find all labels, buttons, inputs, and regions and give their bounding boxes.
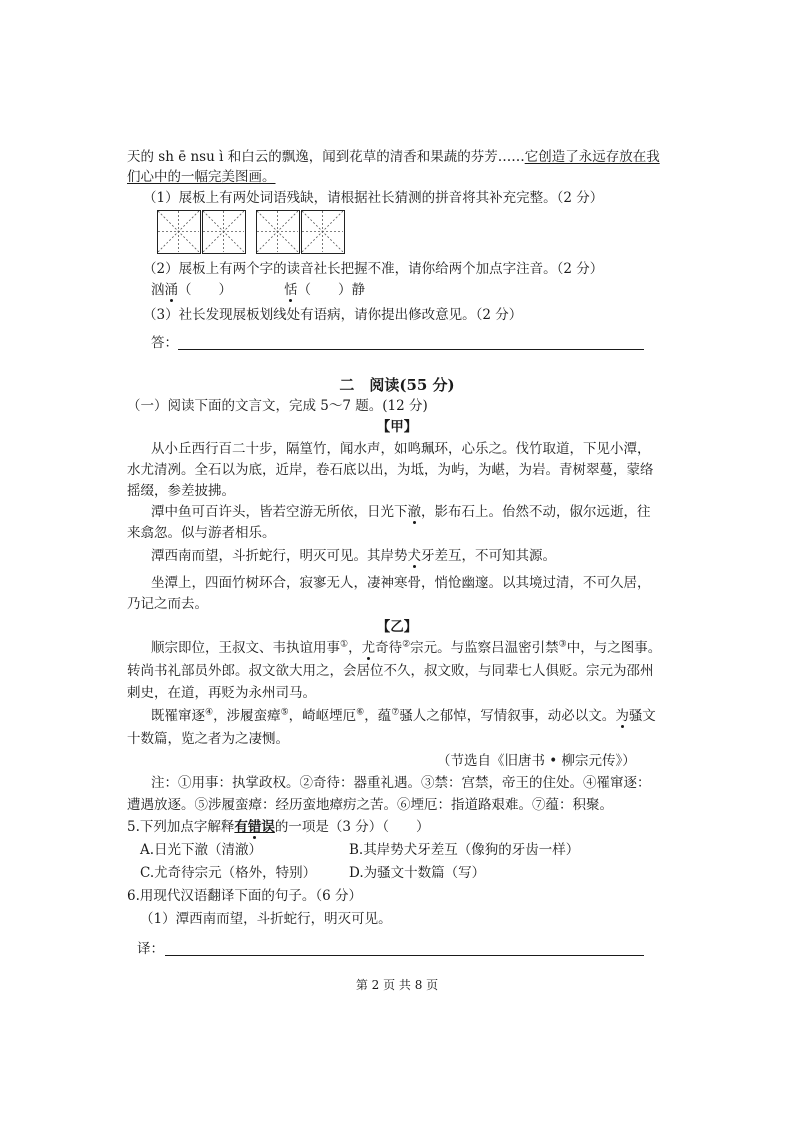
option-b[interactable]: B.其岸势犬牙差互（像狗的牙齿一样） xyxy=(349,842,580,858)
answer-label-3: 答： xyxy=(151,335,178,351)
jia-p3-text-a: 潭西南而望，斗折蛇行，明灭可见。其岸势 xyxy=(151,548,408,564)
question-1-label: （1）展板上有两处词语残缺，请根据社长猜测的拼音将其补充完整。（2 分） xyxy=(143,190,604,206)
note-ref-5: ⑤ xyxy=(280,707,289,718)
intro-underlined: 它创造了永远存放在我 xyxy=(524,149,660,165)
word-jing: 静 xyxy=(351,282,365,298)
grid-guide-lines xyxy=(203,211,244,252)
yi-p1-text-e: 中，与之图事。 xyxy=(566,640,662,656)
dotted-char-che: 澈 xyxy=(407,504,421,520)
note-ref-4: ④ xyxy=(205,707,214,718)
jia-p2-text-a: 潭中鱼可百许头，皆若空游无所依，日光下 xyxy=(151,504,408,520)
section-subtitle: （一）阅读下面的文言文，完成 5～7 题。(12 分) xyxy=(127,398,428,414)
note-ref-6: ⑥ xyxy=(356,707,365,718)
jia-p4-line2: 乃记之而去。 xyxy=(127,596,208,612)
answer-line-3[interactable] xyxy=(178,349,644,350)
yi-p1-text-d: 宗元。与监察吕温密引禁 xyxy=(410,640,559,656)
notes-line-2: 遭遇放逐。⑤涉履蛮瘴：经历蛮地瘴疠之苦。⑥堙厄：指道路艰难。⑦蕴：积聚。 xyxy=(127,797,613,813)
jia-p2-line1 xyxy=(151,503,651,521)
jia-p4-line1: 坐潭上，四面竹树环合，寂寥无人，凄神寒骨，悄怆幽邃。以其境过清，不可久居， xyxy=(151,575,651,591)
yi-p2-text-a: 既罹窜逐 xyxy=(151,708,205,724)
grid-guide-lines xyxy=(257,211,298,252)
yi-p1-text-c: 奇待 xyxy=(375,640,403,656)
char-grid-box[interactable] xyxy=(157,210,201,254)
grid-guide-lines xyxy=(158,211,199,252)
grid-guide-lines xyxy=(302,211,343,252)
yi-p2-text-b: ，涉履蛮瘴 xyxy=(213,708,281,724)
yi-p1-line2: 转尚书礼部员外郎。叔文欲大用之，会居位不久，叔文败，与同辈七人俱贬。宗元为邵州 xyxy=(127,663,654,679)
yi-p2-text-e: 骚人之郁悼，写情叙事，动必以文。 xyxy=(399,708,616,724)
jia-p3-text-b: 牙差互，不可知其源。 xyxy=(421,548,556,564)
text-jia-heading: 【甲】 xyxy=(376,419,418,435)
dotted-char-tian: 恬 xyxy=(284,282,298,298)
intro-line-2: 们心中的一幅完美图画。 xyxy=(127,169,276,185)
yi-p2-line1 xyxy=(151,707,656,725)
answer-blank-1[interactable]: （ ） xyxy=(178,282,232,298)
question-6-stem: 6.用现代汉语翻译下面的句子。（6 分） xyxy=(127,888,363,904)
dotted-char-you: 尤 xyxy=(361,640,376,656)
jia-p2-text-b: ，影布石上。佁然不动，俶尔远逝，往 xyxy=(421,504,651,520)
char-grid-box[interactable] xyxy=(256,210,300,254)
yi-p1-text-a: 顺宗即位，王叔文、韦执谊用事 xyxy=(151,640,340,656)
answer-line-6[interactable] xyxy=(165,955,644,956)
q5-stem-b: 的一项是（3 分）（ ） xyxy=(274,819,430,835)
q5-emphasis: 有错误 xyxy=(234,819,275,835)
char-grid-box[interactable] xyxy=(301,210,345,254)
dotted-char-yong: 涌 xyxy=(164,282,178,298)
option-c[interactable]: C.尤奇待宗元（格外，特别） xyxy=(140,865,317,881)
char-grid-box[interactable] xyxy=(202,210,246,254)
question-6-item-1: （1）潭西南而望，斗折蛇行，明灭可见。 xyxy=(140,911,392,927)
note-ref-2: ② xyxy=(402,639,411,650)
dotted-char-wei: 为 xyxy=(615,708,629,724)
page-number: 第 2 页 共 8 页 xyxy=(355,978,439,992)
jia-p1-line2: 水尤清冽。全石以为底，近岸，卷石底以出，为坻，为屿，为嵁，为岩。青树翠蔓，蒙络 xyxy=(127,462,654,478)
answer-label-6: 译： xyxy=(137,941,164,957)
option-d[interactable]: D.为骚文十数篇（写） xyxy=(349,865,486,881)
yi-p1-line3: 刺史，在道，再贬为永州司马。 xyxy=(127,685,316,701)
question-3-label: （3）社长发现展板划线处有语病，请你提出修改意见。（2 分） xyxy=(143,307,523,323)
note-ref-7: ⑦ xyxy=(391,707,400,718)
question-5-stem xyxy=(127,818,430,836)
yi-p2-line2: 十数篇，览之者为之凄恻。 xyxy=(127,731,289,747)
q5-stem-a: 5.下列加点字解释 xyxy=(127,819,235,835)
yi-p2-text-c: ，崎岖堙厄 xyxy=(288,708,357,724)
dotted-char-quan: 犬 xyxy=(407,548,421,564)
word-xiong: 汹 xyxy=(151,282,165,298)
question-2-label: （2）展板上有两个字的读音社长把握不准，请你给两个加点字注音。（2 分） xyxy=(143,261,604,277)
jia-p3-line1 xyxy=(151,547,556,565)
jia-p1-line1: 从小丘西行百二十步，隔篁竹，闻水声，如鸣珮环，心乐之。伐竹取道，下见小潭， xyxy=(151,441,651,457)
intro-text: 天的 sh ē nsu ì 和白云的飘逸，闻到花草的清香和果蔬的芬芳…… xyxy=(127,149,525,165)
jia-p1-line3: 摇缀，参差披拂。 xyxy=(127,483,235,499)
option-a[interactable]: A.日光下澈（清澈） xyxy=(140,842,263,858)
section-title: 二 阅读(55 分) xyxy=(339,376,455,394)
yi-p2-text-d: ，蕴 xyxy=(364,708,392,724)
jia-p2-line2: 来翕忽。似与游者相乐。 xyxy=(127,525,276,541)
note-ref-3: ③ xyxy=(558,639,567,650)
yi-source: （节选自《旧唐书 • 柳宗元传》） xyxy=(437,753,636,769)
yi-p2-text-g: 骚文 xyxy=(628,708,656,724)
notes-line-1: 注：①用事：执掌政权。②奇待：器重礼遇。③禁：宫禁，帝王的住处。④罹窜逐： xyxy=(151,775,651,791)
yi-p1-line1 xyxy=(151,639,661,657)
text-yi-heading: 【乙】 xyxy=(376,619,418,635)
answer-blank-2[interactable]: （ ） xyxy=(297,282,352,298)
question-2-words xyxy=(151,281,365,299)
intro-line-1 xyxy=(127,148,660,166)
note-ref-1: ① xyxy=(340,639,349,650)
yi-p1-text-b: ， xyxy=(348,640,362,656)
